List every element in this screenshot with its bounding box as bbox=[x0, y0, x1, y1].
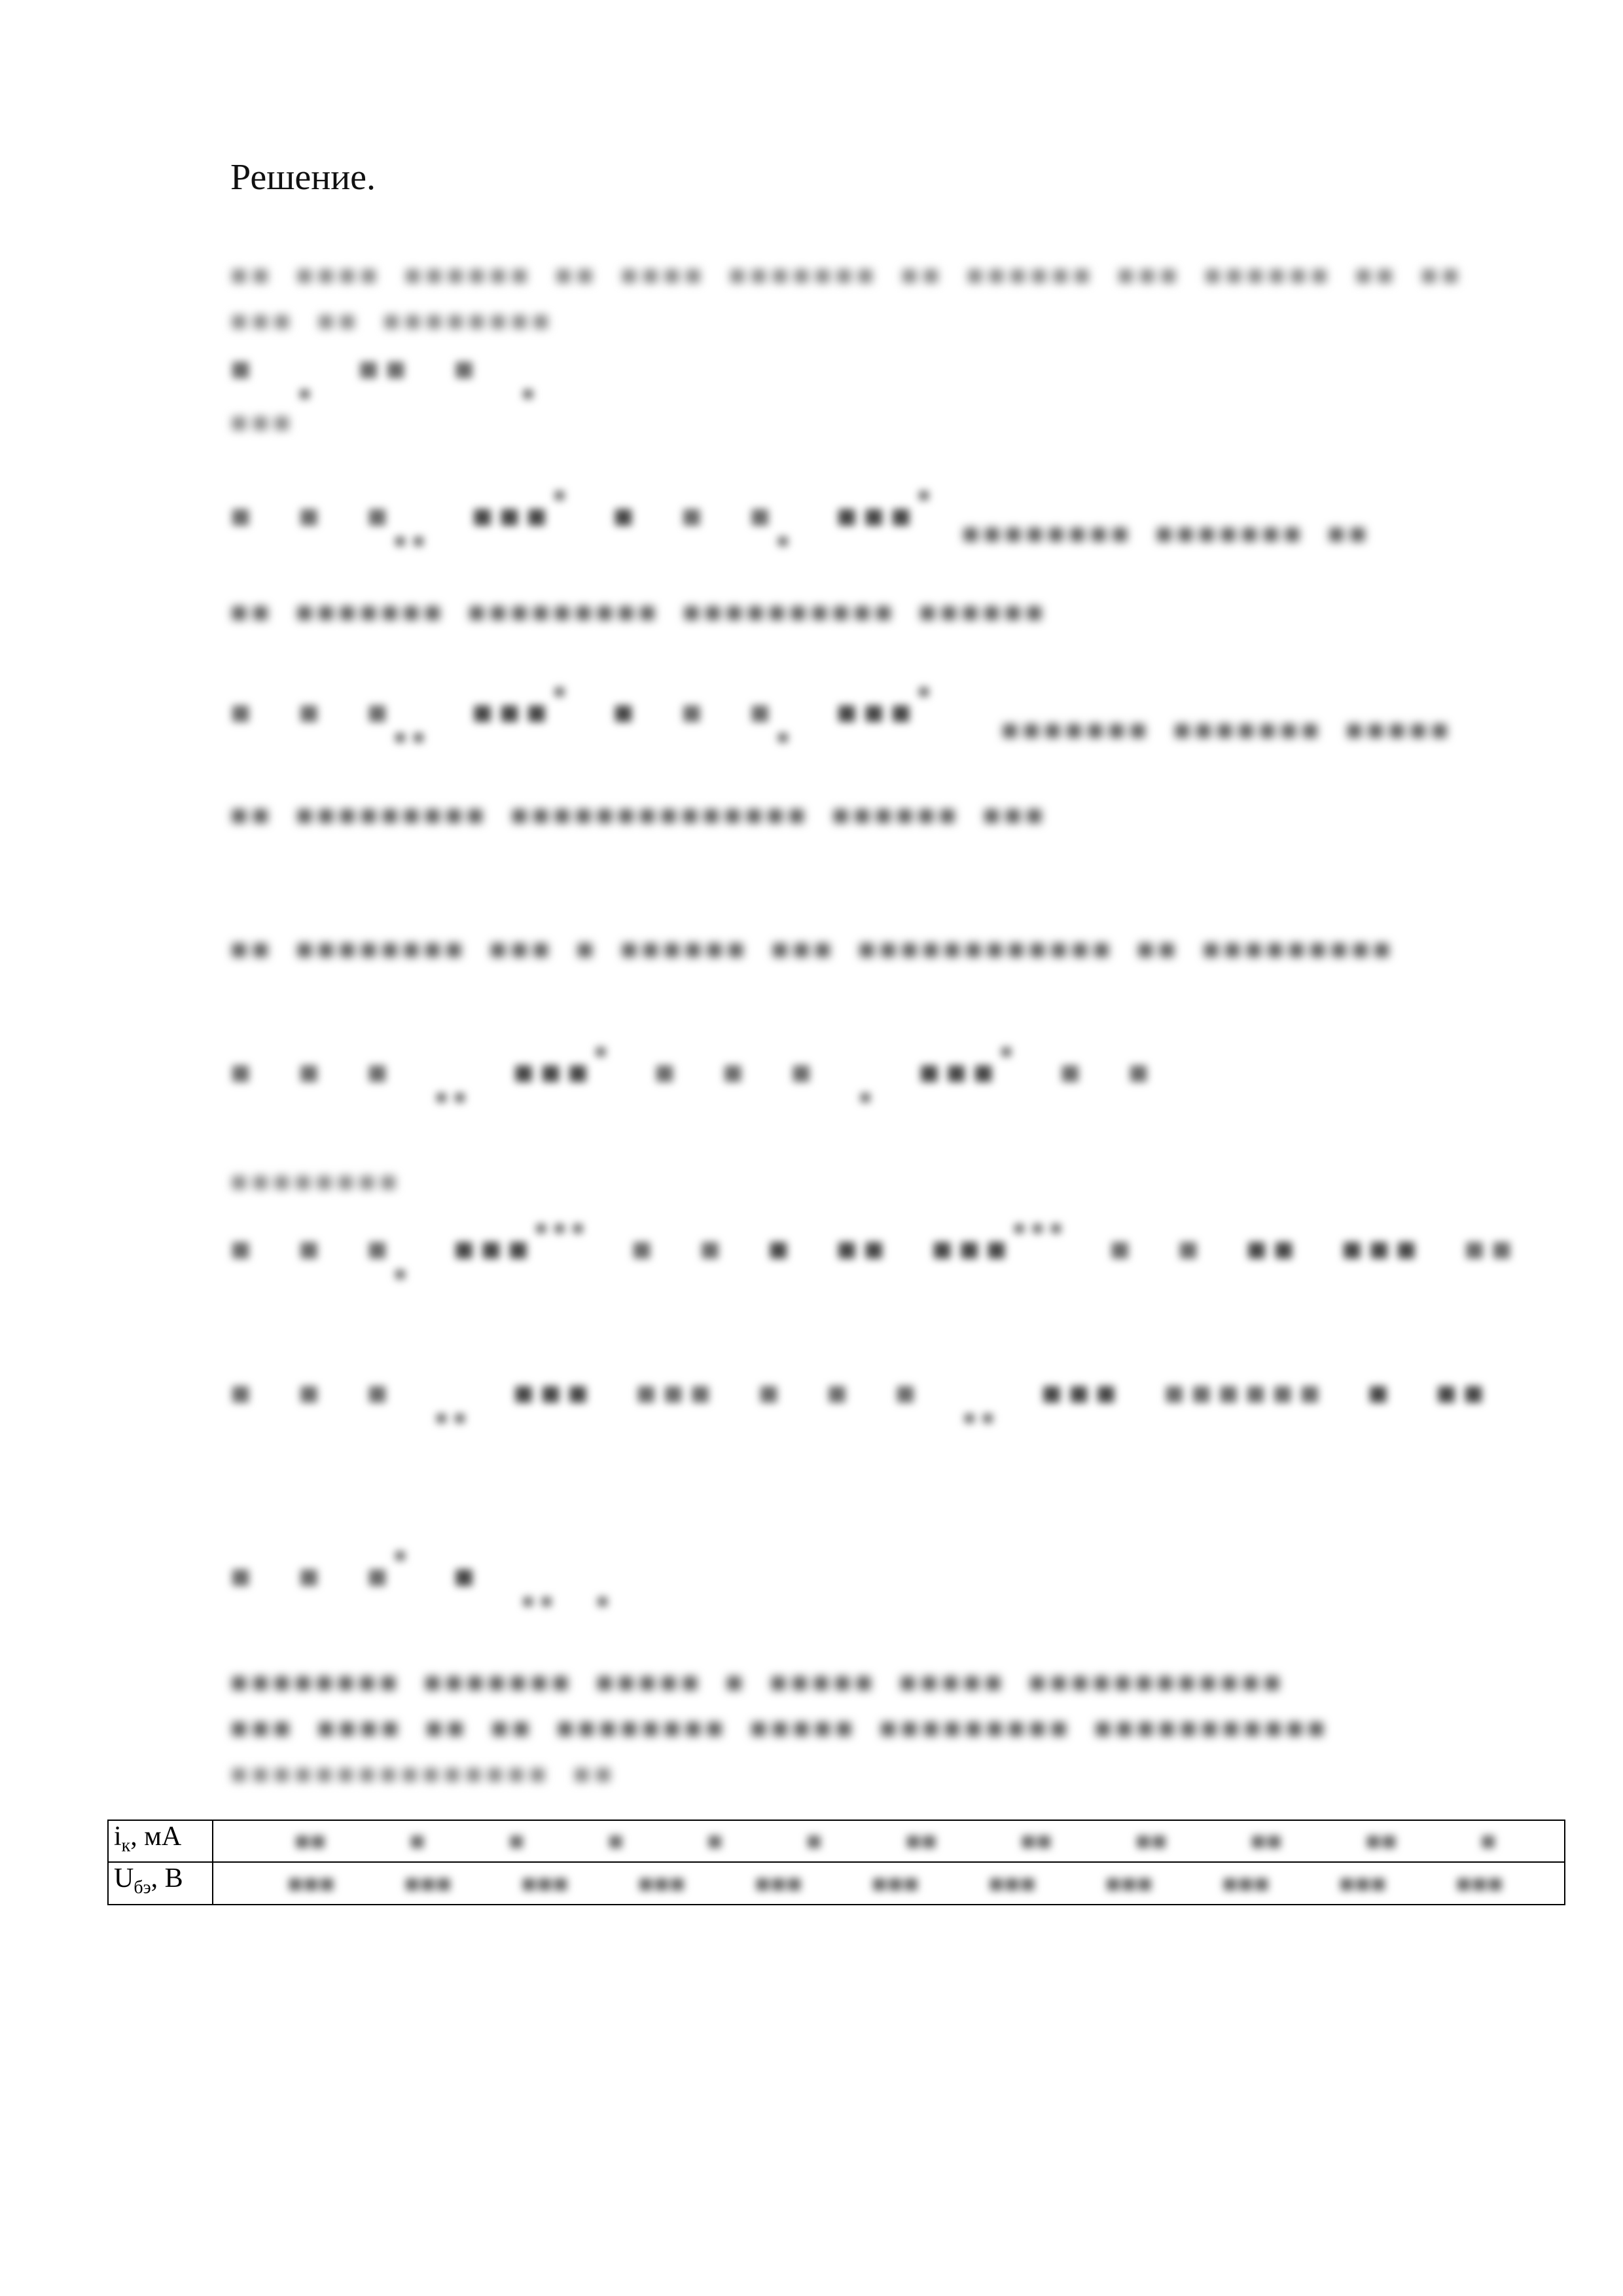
blurred-formula: ■ ■ ■ $_{■■}$ ■■■ ■■■ ■ ■ ■ $_{■■}$ ■■■ ■■■■■■ ■ ■■ bbox=[230, 1375, 1491, 1429]
blurred-text-line: ■■■■■■■■ bbox=[230, 1166, 401, 1198]
blurred-text-line: ■■■ bbox=[230, 406, 294, 439]
table-row bbox=[108, 1862, 1565, 1904]
blurred-formula: ■ $_■$ ■■ ■ $_■$ bbox=[230, 351, 541, 404]
blurred-text-line: ■■■ ■■■■ ■■ ■■ ■■■■■■■■ ■■■■■ ■■■■■■■■■ ■■■■■■■■■■■ bbox=[230, 1712, 1329, 1744]
table-values-blurred: ■■ ■ ■ ■ ■ ■ ■■ ■■ ■■ ■■ ■■ ■ bbox=[213, 1820, 1565, 1862]
blurred-text-line: ■■■■■■■ ■■■■■■■ ■■■■■ bbox=[1001, 714, 1452, 746]
blurred-formula: ■ ■ ■ $_{■■}$ ■■■■ ■ ■ ■ $_■$ ■■■■ ■ ■ bbox=[230, 1041, 1156, 1108]
blurred-text-line: ■■ ■■■■■■■■■ ■■■■■■■■■■■■■■ ■■■■■■ ■■■ bbox=[230, 799, 1047, 831]
blurred-formula: ■ ■ $■_■$ ■■■■■■ ■ ■ ■ ■■ ■■■■■■ ■ ■ ■■ ■■■ ■■ bbox=[230, 1217, 1519, 1285]
table-row-label: $U_{бэ}$, В bbox=[108, 1862, 213, 1904]
blurred-formula: ■ ■ $■_{■■}$ ■■■■ ■ ■ $■_■$ ■■■■ bbox=[230, 484, 936, 552]
blurred-formula: ■ ■ $■_{■■}$ ■■■■ ■ ■ $■_■$ ■■■■ bbox=[230, 681, 936, 748]
page-title: Решение. bbox=[230, 157, 376, 198]
blurred-text-line: ■■■■■■■■ ■■■■■■■ ■■ bbox=[962, 518, 1370, 550]
table-row-label: $i_к$, мА bbox=[108, 1820, 213, 1862]
blurred-text-line: ■■ ■■■■■■■ ■■■■■■■■■ ■■■■■■■■■■ ■■■■■■ bbox=[230, 596, 1047, 628]
data-table bbox=[107, 1820, 1565, 1905]
blurred-text-line: ■■■■■■■■■■■■■■■ ■■ bbox=[230, 1758, 616, 1790]
blurred-formula: ■ ■ ■■ ■ $_{■■ ■}$ bbox=[230, 1545, 615, 1612]
blurred-text-line: ■■■ ■■ ■■■■■■■■ bbox=[230, 305, 554, 337]
blurred-text-line: ■■■■■■■■ ■■■■■■■ ■■■■■ ■ ■■■■■ ■■■■■ ■■■■■■■■■■■■ bbox=[230, 1666, 1285, 1698]
table-row bbox=[108, 1820, 1565, 1862]
blurred-text-line: ■■ ■■■■ ■■■■■■ ■■ ■■■■ ■■■■■■■ ■■ ■■■■■■ ■■■ ■■■■■■ ■■ ■■ bbox=[230, 259, 1463, 291]
blurred-text-line: ■■ ■■■■■■■■ ■■■ ■ ■■■■■■ ■■■ ■■■■■■■■■■■■ ■■ ■■■■■■■■■ bbox=[230, 933, 1395, 965]
table-values-blurred: ■■■ ■■■ ■■■ ■■■ ■■■ ■■■ ■■■ ■■■ ■■■ ■■■ ■■■ bbox=[213, 1862, 1565, 1904]
